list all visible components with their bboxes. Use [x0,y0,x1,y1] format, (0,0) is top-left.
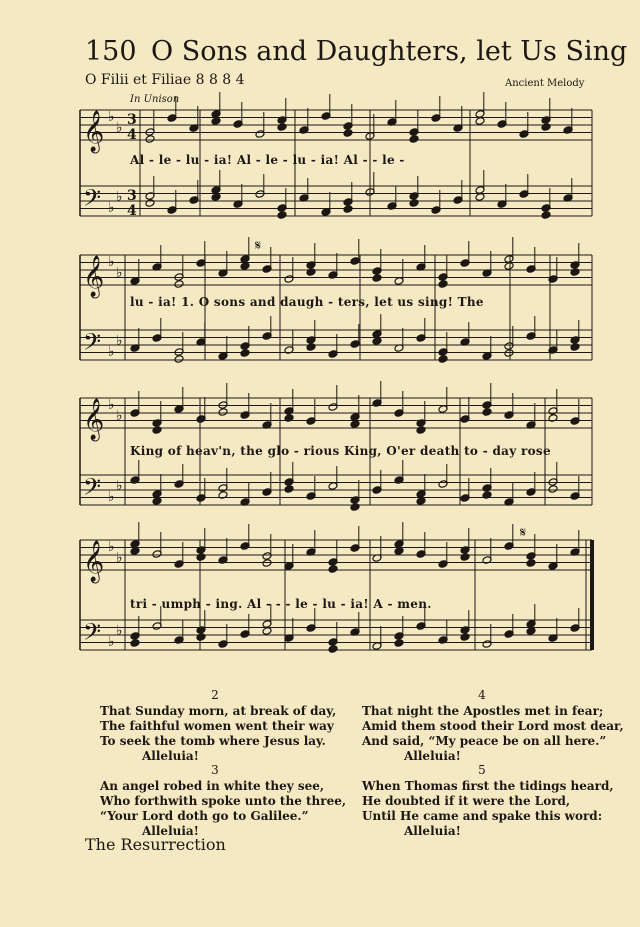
flat-icon: ♭ [116,550,123,566]
verse-refrain: Alleluia! [404,824,461,838]
verse-2 [100,688,337,764]
note-head [145,135,155,144]
note-head [130,639,140,648]
note-head [130,547,140,556]
hymn-number: 150 [85,36,137,67]
flat-icon: ♭ [108,344,115,360]
verse-number: 2 [211,688,219,702]
verse-line: Amid them stood their Lord most dear, [362,719,624,733]
note-head [306,268,316,277]
verse-line: To seek the tomb where Jesus lay. [100,734,326,748]
performance-direction: In Unison [130,94,180,105]
note-head [460,633,470,642]
verse-number: 4 [478,688,486,702]
verse-3 [100,763,347,839]
bass-clef-icon: 𝄢 [83,328,102,361]
note-head [174,355,184,364]
note-head [211,193,221,202]
flat-icon: ♭ [108,397,115,413]
verse-line: Until He came and spake this word: [362,809,603,823]
note-head [306,343,316,352]
verse-number: 5 [478,763,486,777]
time-signature-top: 3 [127,188,137,204]
segno-icon: 𝄋 [255,238,262,254]
bass-clef-icon: 𝄢 [83,184,102,217]
note-head [504,262,514,271]
note-head [372,274,382,283]
note-head [196,553,206,562]
note-head [526,627,536,636]
lyric-line-1: Al - le - lu - ia! Al - le - lu - ia! Al - - le - [130,153,405,167]
verse-line: That night the Apostles met in fear; [362,704,604,718]
treble-clef-icon: 𝄞 [83,541,105,582]
note-head [284,485,294,494]
note-head [152,497,162,506]
note-head [570,268,580,277]
note-head [277,123,287,132]
verse-number: 3 [211,763,219,777]
verse-refrain: Alleluia! [404,749,461,763]
lyric-line-2: lu - ia! 1. O sons and daugh - ters, let us sing! The [130,295,484,309]
time-signature-bottom: 4 [127,127,137,143]
flat-icon: ♭ [116,120,123,136]
verse-line: An angel robed in white they see, [100,779,325,793]
flat-icon: ♭ [108,254,115,270]
note-head [328,645,338,654]
note-head [328,565,338,574]
tune-name: O Filii et Filiae 8 8 8 4 [85,72,245,88]
flat-icon: ♭ [108,539,115,555]
note-head [541,211,551,220]
verse-4 [362,688,624,764]
verse-5 [362,763,614,839]
section-footer: The Resurrection [85,835,226,854]
note-head [343,205,353,214]
bass-clef-icon: 𝄢 [83,473,102,506]
note-head [350,420,360,429]
verse-line: When Thomas first the tidings heard, [362,779,614,793]
note-head [475,117,485,126]
note-head [416,426,426,435]
verse-refrain: Alleluia! [142,749,199,763]
note-head [409,135,419,144]
flat-icon: ♭ [108,200,115,216]
note-head [394,547,404,556]
verse-line: Who forthwith spoke unto the three, [100,794,347,808]
melody-source: Ancient Melody [505,78,585,89]
note-head [438,280,448,289]
verse-line: The faithful women went their way [100,719,334,733]
note-head [262,627,272,636]
flat-icon: ♭ [116,189,123,205]
lyric-line-4: tri - umph - ing. Al - - - le - lu - ia! A - men. [130,597,432,611]
verse-line: “Your Lord doth go to Galilee.” [100,809,309,823]
verse-line: And said, “My peace be on all here.” [362,734,607,748]
verse-line: He doubted if it were the Lord, [362,794,571,808]
lyric-line-3: King of heav'n, the glo - rious King, O'er death to - day rose [130,444,551,458]
note-head [460,553,470,562]
time-signature-bottom: 4 [127,203,137,219]
note-head [438,355,448,364]
flat-icon: ♭ [108,634,115,650]
flat-icon: ♭ [116,478,123,494]
note-head [152,426,162,435]
segno-icon: 𝄋 [520,525,527,541]
note-head [211,117,221,126]
note-head [240,349,250,358]
note-head [145,199,155,208]
note-head [350,503,360,512]
note-head [196,633,206,642]
flat-icon: ♭ [108,109,115,125]
note-head [570,343,580,352]
note-head [482,408,492,417]
note-head [548,485,558,494]
bass-clef-icon: 𝄢 [83,618,102,651]
flat-icon: ♭ [116,265,123,281]
note-head [475,193,485,202]
hymn-title: O Sons and Daughters, let Us Sing [151,36,628,67]
note-head [343,129,353,138]
treble-clef-icon: 𝄞 [83,256,105,297]
note-head [416,497,426,506]
note-head [541,123,551,132]
verses-block [100,688,624,838]
note-head [372,337,382,346]
note-head [174,280,184,289]
note-head [240,262,250,271]
flat-icon: ♭ [116,623,123,639]
treble-clef-icon: 𝄞 [83,111,105,152]
verse-refrain: Alleluia! [142,824,199,838]
note-head [218,408,228,417]
note-head [409,199,419,208]
treble-clef-icon: 𝄞 [83,399,105,440]
note-head [394,639,404,648]
note-head [277,211,287,220]
time-signature-top: 3 [127,112,137,128]
verse-line: That Sunday morn, at break of day, [100,704,337,718]
flat-icon: ♭ [108,489,115,505]
flat-icon: ♭ [116,333,123,349]
flat-icon: ♭ [116,408,123,424]
note-head [526,559,536,568]
